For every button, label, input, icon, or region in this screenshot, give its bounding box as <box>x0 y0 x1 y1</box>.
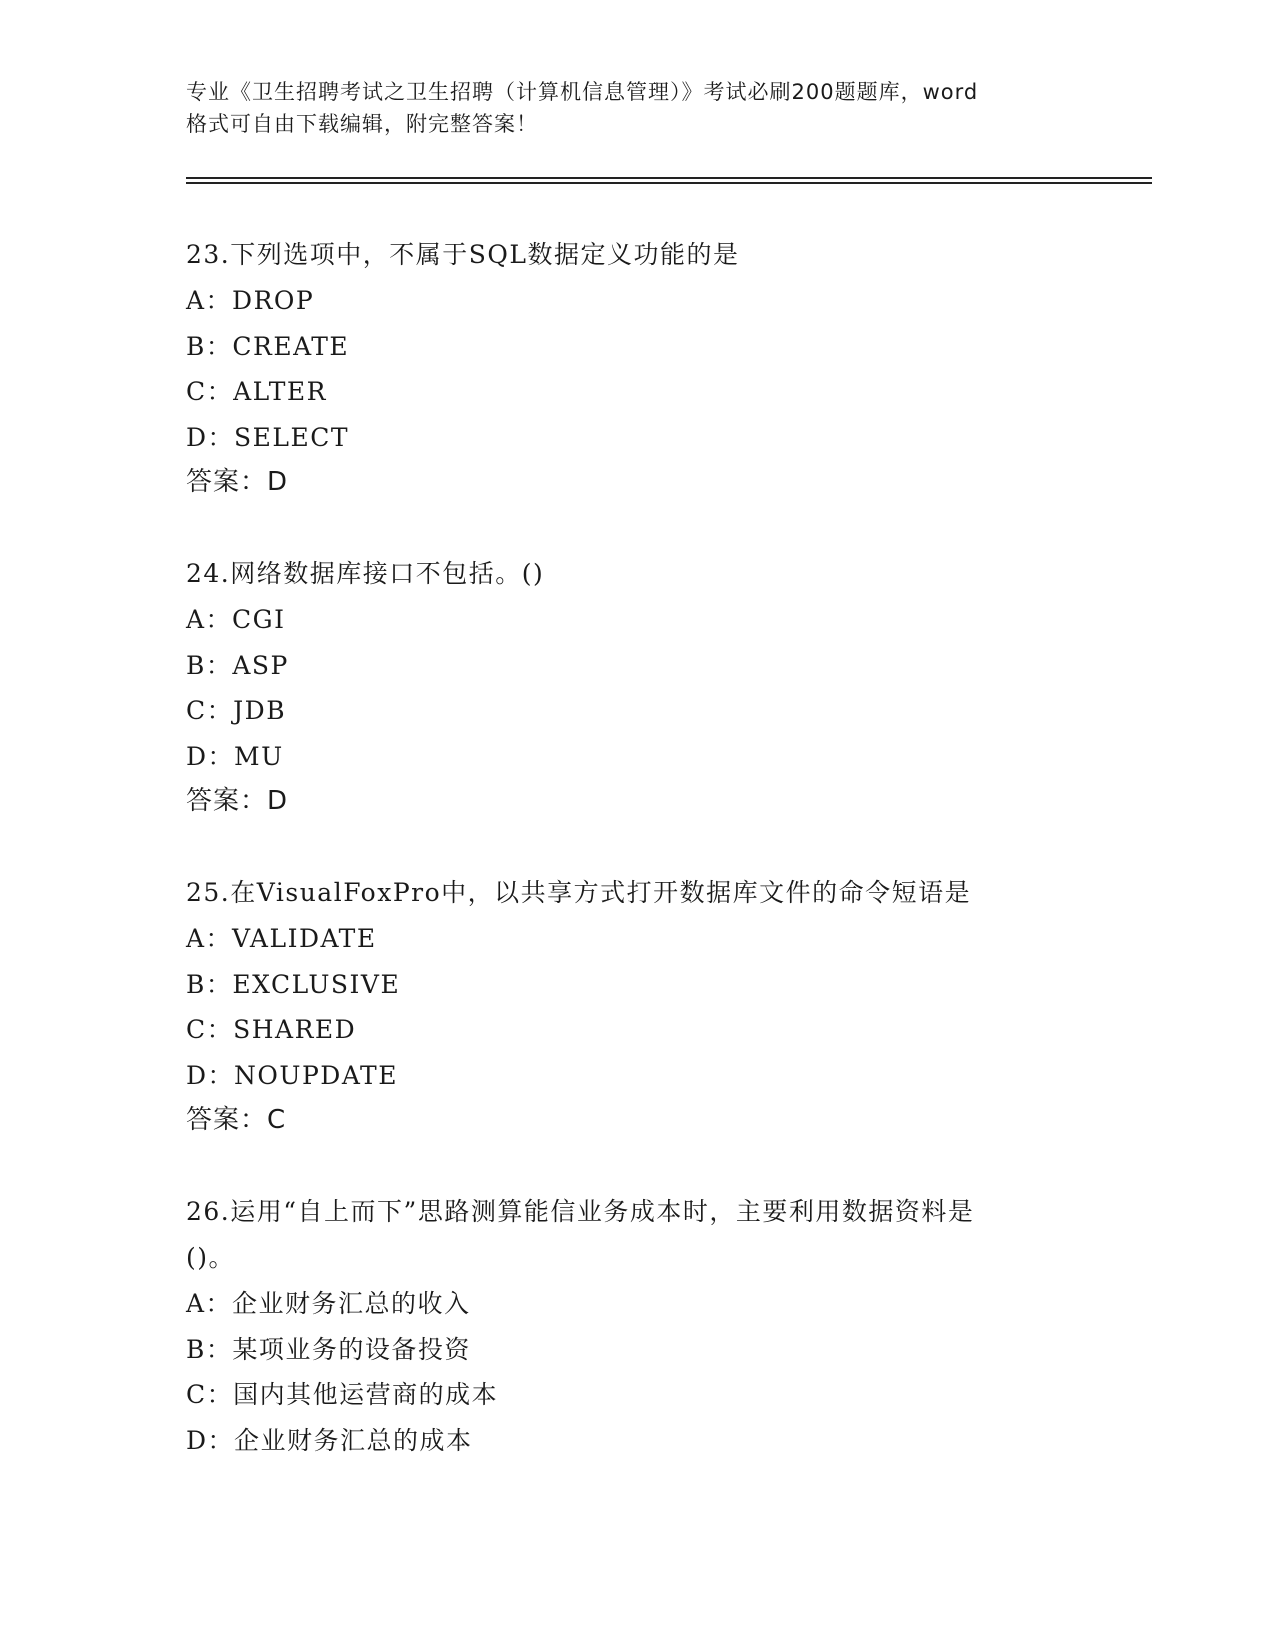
option-d: D：NOUPDATE <box>186 1060 398 1090</box>
answer-key: 答案：D <box>186 786 289 816</box>
question-23 <box>186 232 1086 505</box>
question-stem: 25.在VisualFoxPro中，以共享方式打开数据库文件的命令短语是 <box>186 878 972 907</box>
option-b: B：EXCLUSIVE <box>186 969 401 999</box>
question-stem: 24.网络数据库接口不包括。() <box>186 559 545 588</box>
option-b: B：ASP <box>186 650 289 680</box>
header-line-1: 专业《卫生招聘考试之卫生招聘（计算机信息管理）》考试必刷200题题库，word <box>186 80 979 104</box>
option-b: B：某项业务的设备投资 <box>186 1334 471 1364</box>
option-a: A：DROP <box>186 286 315 315</box>
option-d: D：SELECT <box>186 422 350 452</box>
header-line-2: 格式可自由下载编辑，附完整答案！ <box>186 112 538 136</box>
document-header <box>186 76 1086 140</box>
option-c: C：SHARED <box>186 1015 357 1044</box>
question-26 <box>186 1189 1086 1463</box>
answer-key: 答案：D <box>186 467 289 497</box>
option-a: A：VALIDATE <box>186 924 377 953</box>
answer-key: 答案：C <box>186 1105 287 1135</box>
option-c: C：JDB <box>186 696 287 725</box>
header-divider-bottom <box>186 182 1152 184</box>
option-c: C：ALTER <box>186 377 327 406</box>
option-a: A：企业财务汇总的收入 <box>186 1289 471 1318</box>
option-c: C：国内其他运营商的成本 <box>186 1380 499 1409</box>
question-25 <box>186 870 1086 1143</box>
option-d: D：MU <box>186 741 284 771</box>
question-stem: 23.下列选项中，不属于SQL数据定义功能的是 <box>186 240 740 269</box>
question-stem-line-2: ()。 <box>186 1243 236 1272</box>
option-d: D：企业财务汇总的成本 <box>186 1425 473 1455</box>
option-a: A：CGI <box>186 605 286 634</box>
question-stem-line-1: 26.运用“自上而下”思路测算能信业务成本时，主要利用数据资料是 <box>186 1197 975 1226</box>
option-b: B：CREATE <box>186 331 350 361</box>
header-divider-top <box>186 177 1152 179</box>
question-24 <box>186 551 1086 824</box>
